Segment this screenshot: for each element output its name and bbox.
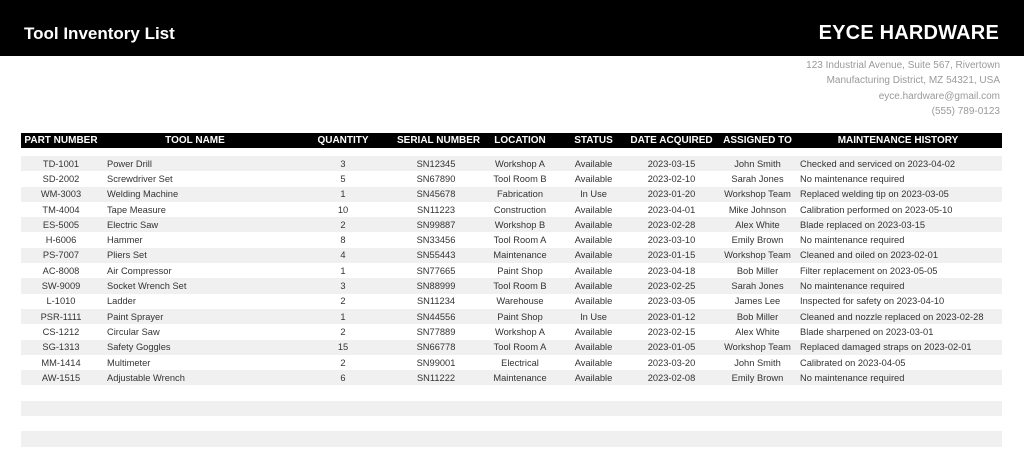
serial-number-cell: SN99887	[416, 219, 456, 230]
maintenance-history-cell	[794, 385, 1002, 400]
quantity-cell: 1	[340, 311, 346, 322]
maintenance-history-cell: Replaced damaged straps on 2023-02-01	[800, 342, 972, 353]
date-acquired-cell: 2023-03-05	[647, 296, 696, 307]
tool-name-cell	[101, 431, 289, 446]
assigned-to-cell: Workshop Team	[724, 189, 791, 200]
inventory-table	[21, 133, 1002, 462]
quantity-cell	[289, 431, 397, 446]
serial-number-cell: SN99001	[416, 357, 456, 368]
quantity-cell	[289, 401, 397, 416]
location-cell	[475, 416, 565, 431]
date-acquired-cell	[622, 416, 721, 431]
serial-number-cell: SN55443	[416, 250, 456, 261]
location-cell: Construction	[493, 204, 547, 215]
assigned-to-cell: Bob Miller	[736, 311, 779, 322]
quantity-cell: 3	[340, 281, 346, 292]
part-number-cell: MM-1414	[41, 357, 81, 368]
date-acquired-cell	[622, 385, 721, 400]
location-cell: Warehouse	[496, 296, 544, 307]
status-cell: Available	[574, 204, 613, 215]
part-number-cell: PSR-1111	[40, 311, 82, 322]
table-row	[21, 263, 1002, 278]
maintenance-history-cell: Inspected for safety on 2023-04-10	[800, 296, 945, 307]
maintenance-history-cell: No maintenance required	[800, 372, 905, 383]
col-header-maintenance-history: MAINTENANCE HISTORY	[837, 135, 959, 146]
location-cell	[475, 385, 565, 400]
serial-number-cell: SN66778	[416, 342, 456, 353]
location-cell: Workshop A	[495, 326, 545, 337]
table-row	[21, 248, 1002, 263]
date-acquired-cell: 2023-01-12	[647, 311, 696, 322]
status-cell: Available	[574, 235, 613, 246]
assigned-to-cell: Bob Miller	[736, 265, 779, 276]
date-acquired-cell: 2023-02-25	[647, 281, 696, 292]
tool-name-cell: Air Compressor	[107, 265, 172, 276]
address-line-district: Manufacturing District, MZ 54321, USA	[826, 75, 1000, 87]
part-number-cell: CS-1212	[42, 326, 80, 337]
location-cell: Workshop A	[495, 158, 545, 169]
date-acquired-cell: 2023-04-01	[647, 204, 696, 215]
part-number-cell: SD-2002	[42, 173, 80, 184]
status-cell: In Use	[580, 311, 607, 322]
assigned-to-cell	[721, 416, 794, 431]
date-acquired-cell: 2023-04-18	[647, 265, 696, 276]
part-number-cell: WM-3003	[40, 189, 82, 200]
part-number-cell: H-6006	[45, 235, 77, 246]
date-acquired-cell: 2023-01-20	[647, 189, 696, 200]
address-line-phone: (555) 789-0123	[931, 106, 1000, 118]
table-header-row	[21, 133, 1002, 148]
assigned-to-cell: Sarah Jones	[731, 173, 784, 184]
part-number-cell	[21, 401, 101, 416]
tool-name-cell: Welding Machine	[107, 189, 179, 200]
maintenance-history-cell: Calibration performed on 2023-05-10	[800, 204, 953, 215]
maintenance-history-cell	[794, 416, 1002, 431]
quantity-cell: 2	[340, 219, 346, 230]
serial-number-cell: SN88999	[416, 281, 456, 292]
quantity-cell: 10	[337, 204, 349, 215]
assigned-to-cell: John Smith	[734, 158, 781, 169]
maintenance-history-cell: Calibrated on 2023-04-05	[800, 357, 906, 368]
status-cell: Available	[574, 219, 613, 230]
assigned-to-cell: Alex White	[735, 326, 780, 337]
tool-name-cell: Hammer	[107, 235, 143, 246]
col-header-date-acquired: DATE ACQUIRED	[630, 135, 713, 146]
col-header-serial-number: SERIAL NUMBER	[397, 135, 481, 146]
status-cell	[565, 416, 622, 431]
quantity-cell: 3	[340, 158, 346, 169]
assigned-to-cell	[721, 401, 794, 416]
table-row	[21, 187, 1002, 202]
serial-number-cell	[397, 416, 475, 431]
table-header-gap	[21, 148, 1002, 156]
quantity-cell	[289, 385, 397, 400]
table-row	[21, 156, 1002, 171]
quantity-cell: 2	[340, 326, 346, 337]
status-cell: Available	[574, 265, 613, 276]
tool-name-cell: Multimeter	[107, 357, 151, 368]
quantity-cell: 4	[340, 250, 346, 261]
table-row	[21, 309, 1002, 324]
quantity-cell: 15	[337, 342, 349, 353]
col-header-part-number: PART NUMBER	[24, 135, 98, 146]
status-cell	[565, 431, 622, 446]
status-cell: In Use	[580, 189, 607, 200]
serial-number-cell	[397, 401, 475, 416]
part-number-cell: TD-1001	[42, 158, 80, 169]
quantity-cell: 6	[340, 372, 346, 383]
table-row	[21, 202, 1002, 217]
part-number-cell	[21, 431, 101, 446]
address-line-street: 123 Industrial Avenue, Suite 567, Rivertown	[806, 60, 1000, 71]
serial-number-cell: SN77665	[416, 265, 456, 276]
serial-number-cell: SN45678	[416, 189, 456, 200]
tool-name-cell	[101, 416, 289, 431]
status-cell: Available	[574, 296, 613, 307]
serial-number-cell: SN11234	[416, 296, 456, 307]
tool-name-cell: Safety Goggles	[107, 342, 171, 353]
maintenance-history-cell: Cleaned and nozzle replaced on 2023-02-28	[800, 311, 984, 322]
tool-name-cell	[101, 385, 289, 400]
part-number-cell	[21, 385, 101, 400]
quantity-cell: 5	[340, 173, 346, 184]
tool-name-cell: Screwdriver Set	[107, 173, 173, 184]
gap-cell	[21, 148, 1002, 156]
table-row	[21, 416, 1002, 431]
status-cell: Available	[574, 173, 613, 184]
assigned-to-cell: Sarah Jones	[731, 281, 784, 292]
status-cell	[565, 401, 622, 416]
date-acquired-cell: 2023-01-15	[647, 250, 696, 261]
serial-number-cell	[397, 431, 475, 446]
part-number-cell: ES-5005	[42, 219, 80, 230]
assigned-to-cell: Workshop Team	[724, 250, 791, 261]
serial-number-cell: SN12345	[416, 158, 456, 169]
quantity-cell: 2	[340, 357, 346, 368]
assigned-to-cell: Emily Brown	[731, 372, 784, 383]
table-row	[21, 401, 1002, 416]
serial-number-cell: SN77889	[416, 326, 456, 337]
quantity-cell: 8	[340, 235, 346, 246]
tool-name-cell: Pliers Set	[107, 250, 147, 261]
assigned-to-cell	[721, 431, 794, 446]
maintenance-history-cell: Cleaned and oiled on 2023-02-01	[800, 250, 939, 261]
location-cell: Electrical	[501, 357, 539, 368]
tool-name-cell: Circular Saw	[107, 326, 160, 337]
table-row	[21, 294, 1002, 309]
quantity-cell	[289, 416, 397, 431]
document-title: Tool Inventory List	[24, 24, 175, 43]
location-cell: Paint Shop	[497, 265, 543, 276]
location-cell: Workshop B	[494, 219, 546, 230]
location-cell: Tool Room A	[493, 235, 547, 246]
maintenance-history-cell: No maintenance required	[800, 235, 905, 246]
serial-number-cell: SN11223	[416, 204, 456, 215]
tool-name-cell: Ladder	[107, 296, 136, 307]
quantity-cell: 1	[340, 189, 346, 200]
assigned-to-cell: Alex White	[735, 219, 780, 230]
col-header-tool-name: TOOL NAME	[165, 135, 225, 146]
col-header-assigned-to: ASSIGNED TO	[723, 135, 792, 146]
col-header-location: LOCATION	[494, 135, 546, 146]
table-body	[21, 148, 1002, 462]
part-number-cell: TM-4004	[42, 204, 80, 215]
company-address	[806, 58, 1000, 120]
quantity-cell: 2	[340, 296, 346, 307]
tool-name-cell: Paint Sprayer	[107, 311, 164, 322]
date-acquired-cell: 2023-03-15	[647, 158, 696, 169]
tool-name-cell: Adjustable Wrench	[107, 372, 185, 383]
maintenance-history-cell	[794, 431, 1002, 446]
table-row	[21, 217, 1002, 232]
part-number-cell: SG-1313	[42, 342, 80, 353]
tool-name-cell: Electric Saw	[107, 219, 159, 230]
assigned-to-cell	[721, 385, 794, 400]
date-acquired-cell: 2023-03-20	[647, 357, 696, 368]
serial-number-cell: SN44556	[416, 311, 456, 322]
date-acquired-cell: 2023-03-10	[647, 235, 696, 246]
status-cell: Available	[574, 250, 613, 261]
serial-number-cell: SN33456	[416, 235, 456, 246]
maintenance-history-cell: Filter replacement on 2023-05-05	[800, 265, 938, 276]
part-number-cell: PS-7007	[42, 250, 80, 261]
serial-number-cell: SN67890	[416, 173, 456, 184]
maintenance-history-cell: Blade replaced on 2023-03-15	[800, 219, 926, 230]
part-number-cell	[21, 416, 101, 431]
location-cell	[475, 431, 565, 446]
assigned-to-cell: John Smith	[734, 357, 781, 368]
location-cell: Tool Room B	[493, 281, 547, 292]
location-cell: Tool Room B	[493, 173, 547, 184]
table-row	[21, 431, 1002, 446]
col-header-quantity: QUANTITY	[317, 135, 369, 146]
assigned-to-cell: Emily Brown	[731, 235, 784, 246]
location-cell: Paint Shop	[497, 311, 543, 322]
status-cell	[565, 385, 622, 400]
location-cell: Fabrication	[497, 189, 543, 200]
tool-name-cell: Power Drill	[107, 158, 152, 169]
company-name: EYCE HARDWARE	[818, 22, 999, 44]
maintenance-history-cell	[794, 401, 1002, 416]
location-cell: Maintenance	[493, 372, 547, 383]
part-number-cell: SW-9009	[41, 281, 81, 292]
date-acquired-cell	[622, 401, 721, 416]
status-cell: Available	[574, 372, 613, 383]
date-acquired-cell: 2023-02-08	[647, 372, 696, 383]
maintenance-history-cell: Replaced welding tip on 2023-03-05	[800, 189, 949, 200]
part-number-cell: AW-1515	[41, 372, 81, 383]
maintenance-history-cell: No maintenance required	[800, 281, 905, 292]
part-number-cell: AC-8008	[42, 265, 80, 276]
col-header-status: STATUS	[574, 135, 613, 146]
part-number-cell: L-1010	[46, 296, 76, 307]
tool-name-cell	[101, 401, 289, 416]
table-row	[21, 385, 1002, 400]
tool-name-cell: Socket Wrench Set	[107, 281, 187, 292]
location-cell	[475, 401, 565, 416]
tool-name-cell: Tape Measure	[107, 204, 166, 215]
quantity-cell: 1	[340, 265, 346, 276]
date-acquired-cell: 2023-01-05	[647, 342, 696, 353]
date-acquired-cell: 2023-02-10	[647, 173, 696, 184]
maintenance-history-cell: Blade sharpened on 2023-03-01	[800, 326, 934, 337]
table-row	[21, 278, 1002, 293]
table-row	[21, 324, 1002, 339]
table-row	[21, 355, 1002, 370]
assigned-to-cell: Workshop Team	[724, 342, 791, 353]
date-acquired-cell	[622, 431, 721, 446]
table-row	[21, 340, 1002, 355]
status-cell: Available	[574, 158, 613, 169]
date-acquired-cell: 2023-02-15	[647, 326, 696, 337]
location-cell: Maintenance	[493, 250, 547, 261]
assigned-to-cell: James Lee	[734, 296, 781, 307]
table-row	[21, 370, 1002, 385]
maintenance-history-cell: Checked and serviced on 2023-04-02	[800, 158, 956, 169]
location-cell: Tool Room A	[493, 342, 547, 353]
address-line-email: eyce.hardware@gmail.com	[878, 90, 1000, 102]
date-acquired-cell: 2023-02-28	[647, 219, 696, 230]
serial-number-cell: SN11222	[416, 372, 456, 383]
table-row	[21, 232, 1002, 247]
assigned-to-cell: Mike Johnson	[728, 204, 787, 215]
status-cell: Available	[574, 281, 613, 292]
status-cell: Available	[574, 357, 613, 368]
serial-number-cell	[397, 385, 475, 400]
maintenance-history-cell: No maintenance required	[800, 173, 905, 184]
status-cell: Available	[574, 326, 613, 337]
status-cell: Available	[574, 342, 613, 353]
table-row	[21, 171, 1002, 186]
